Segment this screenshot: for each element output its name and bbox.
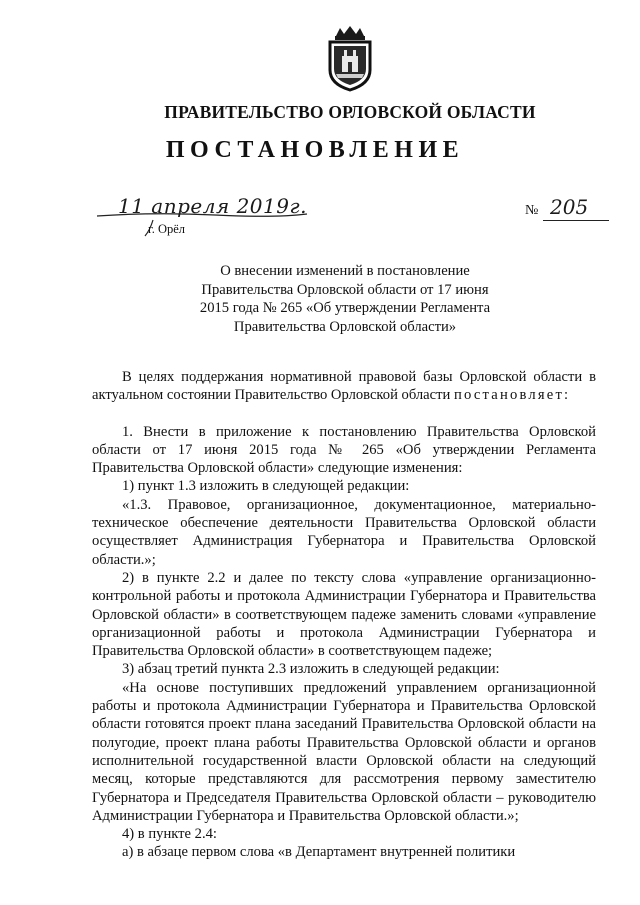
body-paragraph: а) в абзаце первом слова «в Департамент внутренней политики	[122, 844, 516, 861]
document-type-heading: ПОСТАНОВЛЕНИЕ	[165, 137, 465, 163]
subject-line: 2015 года № 265 «Об утверждении Регламента	[199, 300, 491, 316]
body-paragraph: «На основе поступивших предложений управлением организационной работы и протокола Администрации Губернатора и Правительства Орловской области готовятся проект плана заседаний Правительства Орловской области на полугодие, проект плана работы Правительства Орловской области и органов исполнительной государственной власти Орловской области на следующий месяц, которые представляются для рассмотрения первому заместителю Губернатора и Председателя Правительства Орловской области – руководителю Администрации Губернатора и Правительства Орловской области.»;	[92, 679, 596, 824]
document-body	[92, 368, 596, 862]
intro-text: В целях поддержания нормативной правовой базы Орловской области в актуальном состоянии Правительство Орловской области	[92, 369, 596, 404]
body-intro-paragraph	[92, 368, 596, 405]
body-paragraph: 3) абзац третий пункта 2.3 изложить в следующей редакции:	[122, 661, 500, 678]
document-number-label: №	[525, 203, 539, 218]
body-paragraph: 4) в пункте 2.4:	[122, 826, 217, 843]
intro-verb: постановляет:	[453, 387, 571, 404]
body-paragraph: «1.3. Правовое, организационное, документационное, материально-техническое обеспечение деятельности Правительства Орловской области осуществляет Администрация Губернатора и Правительства Орловской области.»;	[92, 496, 596, 568]
document-subject	[150, 262, 540, 336]
document-number-handwritten: 205	[550, 195, 589, 219]
body-paragraph: 1) пункт 1.3 изложить в следующей редакции:	[122, 478, 410, 495]
document-number-underline	[543, 220, 609, 221]
government-title: ПРАВИТЕЛЬСТВО ОРЛОВСКОЙ ОБЛАСТИ	[164, 102, 536, 122]
subject-line: Правительства Орловской области»	[233, 318, 457, 335]
subject-line: Правительства Орловской области от 17 июня	[201, 281, 489, 298]
subject-line: О внесении изменений в постановление	[220, 263, 470, 279]
body-paragraph: 2) в пункте 2.2 и далее по тексту слова «управление организационно-контрольной работы и протокола Администрации Губернатора и Правительства Орловской области» в соответствующем падеже заменить словами «управление организационной работы и протокола Администрации Губернатора и Правительства Орловской области» в соответствующем падеже;	[92, 569, 596, 660]
document-city: г. Орёл	[148, 222, 186, 236]
coat-of-arms-emblem	[326, 26, 374, 92]
body-paragraph: 1. Внести в приложение к постановлению Правительства Орловской области от 17 июня 2015 года № 265 «Об утверждении Регламента Правительства Орловской области» следующие изменения:	[92, 423, 596, 477]
document-date-handwritten: 11 апреля 2019г.	[118, 194, 307, 218]
